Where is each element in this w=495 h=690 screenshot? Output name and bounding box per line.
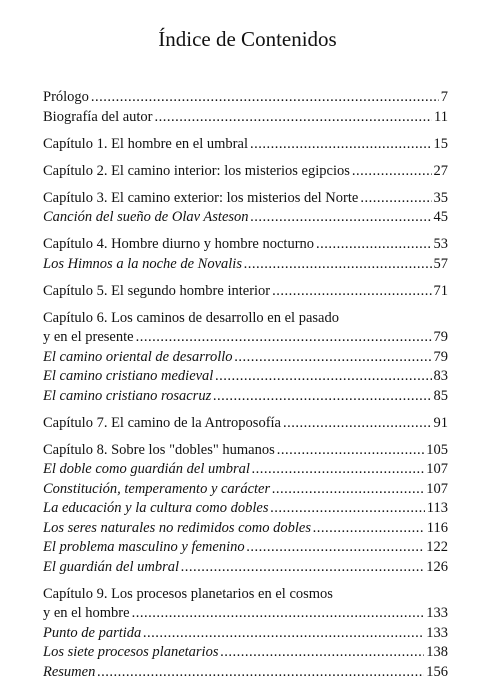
toc-group: [43, 585, 448, 683]
toc-page-number: 116: [426, 519, 448, 536]
dot-leader: [250, 135, 432, 155]
toc-subentry: [43, 208, 448, 228]
toc-group: [43, 189, 448, 228]
toc-group: [43, 282, 448, 302]
toc-entry: [43, 585, 448, 605]
dot-leader: [252, 460, 424, 480]
toc-group: [43, 88, 448, 127]
dot-leader: [143, 624, 424, 644]
toc-entry-title: Los siete procesos planetarios: [43, 644, 219, 660]
toc-entry: [43, 162, 448, 182]
toc-entry: [43, 189, 448, 209]
toc-entry: [43, 135, 448, 155]
dot-leader: [247, 538, 425, 558]
toc-page-number: 138: [426, 644, 448, 660]
dot-leader: [244, 255, 432, 275]
page-title: Índice de Contenidos: [158, 27, 337, 51]
toc-subentry: [43, 367, 448, 387]
toc-subentry: [43, 255, 448, 275]
toc-page-number: 107: [426, 461, 448, 477]
toc-entry-title: Los Himnos a la noche de Novalis: [43, 255, 242, 272]
table-of-contents: [43, 88, 448, 690]
toc-page-number: 122: [426, 539, 448, 555]
toc-entry: [43, 108, 448, 128]
toc-entry-title: Capítulo 8. Sobre los "dobles" humanos: [43, 441, 275, 458]
toc-group: [43, 414, 448, 434]
toc-page-number: 35: [433, 189, 448, 206]
toc-group: [43, 135, 448, 155]
toc-entry: [43, 282, 448, 302]
dot-leader: [136, 328, 432, 348]
toc-entry-title: Los seres naturales no redimidos como dobles: [43, 519, 311, 536]
toc-page-number: 11: [434, 108, 448, 125]
dot-leader: [220, 643, 424, 663]
dot-leader: [272, 282, 431, 302]
toc-entry-title: Biografía del autor: [43, 108, 153, 125]
dot-leader: [272, 480, 424, 500]
toc-entry-title: Capítulo 4. Hombre diurno y hombre nocturno: [43, 236, 315, 252]
toc-page-number: 91: [433, 414, 448, 431]
toc-entry: [43, 441, 448, 461]
toc-entry-title: El camino oriental de desarrollo: [43, 348, 233, 365]
toc-page-number: 57: [433, 255, 448, 272]
dot-leader: [181, 558, 424, 578]
toc-entry-title: El problema masculino y femenino: [43, 539, 245, 555]
toc-entry: [43, 235, 448, 255]
toc-group: [43, 235, 448, 274]
toc-page-number: 71: [433, 282, 448, 299]
toc-page-number: 83: [433, 368, 448, 384]
toc-entry-title: y en el presente: [43, 329, 134, 345]
toc-page-number: 15: [433, 135, 448, 152]
dot-leader: [352, 162, 432, 182]
toc-entry: [43, 88, 448, 108]
toc-entry-title: Canción del sueño de Olav Asteson: [43, 209, 249, 225]
toc-entry-title: Prólogo: [43, 89, 89, 105]
toc-page-number: 79: [433, 348, 448, 365]
toc-subentry: [43, 663, 448, 683]
toc-page-number: 79: [433, 329, 448, 345]
toc-subentry: [43, 387, 448, 407]
toc-entry-title: El camino cristiano medieval: [43, 368, 214, 384]
toc-entry-title: El doble como guardián del umbral: [43, 461, 250, 477]
toc-subentry: [43, 480, 448, 500]
toc-entry-title: Punto de partida: [43, 624, 142, 641]
toc-entry-title: Capítulo 5. El segundo hombre interior: [43, 282, 271, 299]
toc-entry-title: Capítulo 2. El camino interior: los misterios egipcios: [43, 162, 350, 179]
toc-page-number: 126: [426, 558, 448, 575]
toc-page-number: 133: [426, 624, 448, 641]
toc-entry-title: Resumen: [43, 663, 96, 680]
dot-leader: [251, 208, 432, 228]
toc-entry-title: y en el hombre: [43, 605, 130, 621]
toc-subentry: [43, 624, 448, 644]
toc-entry-title: Constitución, temperamento y carácter: [43, 480, 271, 497]
toc-group: [43, 162, 448, 182]
toc-subentry: [43, 643, 448, 663]
dot-leader: [235, 348, 432, 368]
toc-page-number: 105: [426, 441, 448, 458]
toc-subentry: [43, 460, 448, 480]
toc-entry: [43, 414, 448, 434]
toc-entry-title: Capítulo 6. Los caminos de desarrollo en el pasado: [43, 309, 339, 326]
toc-page-number: 85: [433, 387, 448, 404]
toc-subentry: [43, 348, 448, 368]
dot-leader: [132, 604, 425, 624]
toc-subentry: [43, 558, 448, 578]
toc-entry: [43, 309, 448, 329]
toc-group: [43, 441, 448, 578]
toc-page-number: 7: [440, 89, 448, 105]
dot-leader: [155, 108, 433, 128]
dot-leader: [213, 387, 431, 407]
toc-page-number: 107: [426, 480, 448, 497]
toc-entry: [43, 328, 448, 348]
toc-subentry: [43, 519, 448, 539]
toc-subentry: [43, 499, 448, 519]
toc-entry: [43, 604, 448, 624]
toc-page-number: 53: [433, 236, 448, 252]
toc-entry-title: El camino cristiano rosacruz: [43, 387, 212, 404]
toc-group: [43, 309, 448, 407]
toc-page-number: 27: [433, 162, 448, 179]
dot-leader: [97, 663, 424, 683]
toc-entry-title: Capítulo 7. El camino de la Antroposofía: [43, 414, 281, 431]
dot-leader: [360, 189, 431, 209]
toc-entry-title: La educación y la cultura como dobles: [43, 500, 269, 516]
toc-entry-title: Capítulo 3. El camino exterior: los misterios del Norte: [43, 189, 359, 206]
toc-page-number: 45: [433, 209, 448, 225]
toc-page-number: 156: [426, 663, 448, 680]
dot-leader: [215, 367, 431, 387]
dot-leader: [271, 499, 425, 519]
toc-entry-title: El guardián del umbral: [43, 558, 180, 575]
toc-page-number: 133: [426, 605, 448, 621]
dot-leader: [283, 414, 432, 434]
dot-leader: [316, 235, 431, 255]
toc-page-number: 113: [426, 500, 448, 516]
dot-leader: [277, 441, 425, 461]
toc-entry-title: Capítulo 1. El hombre en el umbral: [43, 135, 248, 152]
toc-entry-title: Capítulo 9. Los procesos planetarios en el cosmos: [43, 585, 333, 602]
dot-leader: [313, 519, 425, 539]
dot-leader: [91, 88, 439, 108]
toc-subentry: [43, 538, 448, 558]
